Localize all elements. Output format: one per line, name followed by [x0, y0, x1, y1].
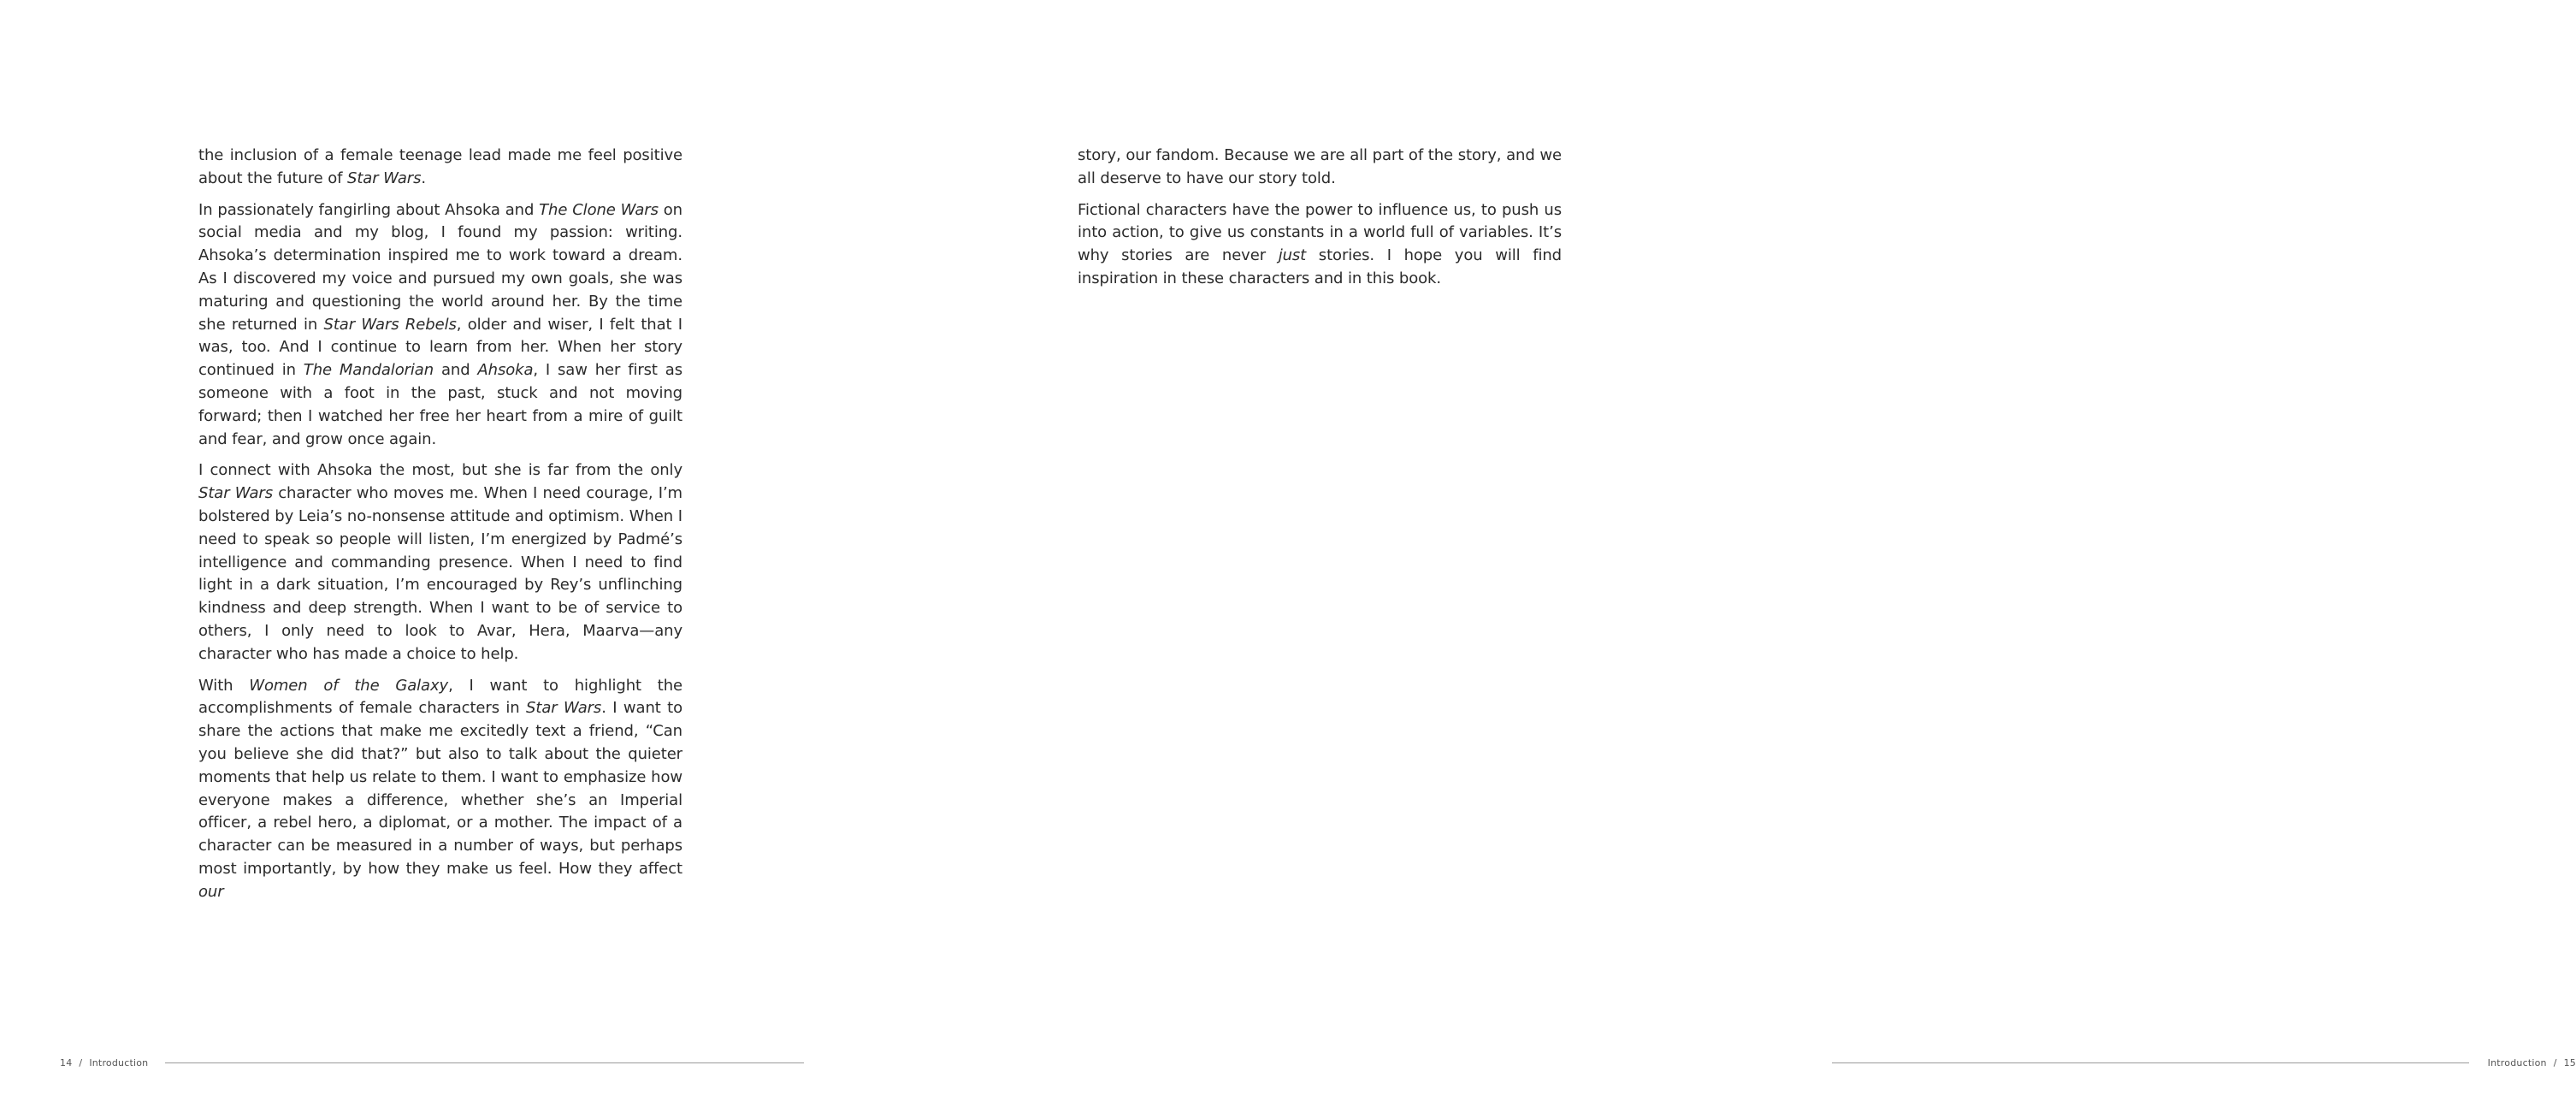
right-text-column — [1078, 145, 1562, 291]
italic-title-text: our — [198, 882, 224, 901]
paragraph-text: I connect with Ahsoka the most, but she is far from the only — [198, 461, 682, 480]
italic-title-text: Star Wars — [198, 484, 273, 503]
body-paragraph — [198, 675, 682, 904]
italic-title-text: just — [1278, 246, 1307, 265]
paragraph-text: , older and wiser, I felt that I was, too. And I continue to learn from her. When her story continued in — [198, 315, 683, 380]
paragraph-text: In passionately fangirling about Ahsoka and — [198, 200, 540, 219]
paragraph-text: , I want to highlight the accomplishments of female characters in — [198, 676, 682, 718]
italic-title-text: Ahsoka — [477, 361, 534, 380]
right-folio — [2488, 1057, 2576, 1068]
italic-title-text: The Mandalorian — [303, 361, 434, 380]
left-page-number: 14 — [60, 1057, 73, 1068]
left-section-title: Introduction — [89, 1057, 149, 1068]
italic-title-text: Women of the Galaxy — [249, 676, 449, 695]
italic-title-text: The Clone Wars — [539, 200, 659, 219]
paragraph-text: . I want to share the actions that make me excitedly text a friend, “Can you believe she did that?” but also to talk about the quieter moments that help us relate to them. I want to emphasize how everyone makes a difference, whether she’s an Imperial officer, a rebel hero, a diplomat, or a mother. The impact of a character can be measured in a number of ways, but perhaps most importantly, by how they make us feel. How they affect — [198, 699, 683, 878]
left-text-column — [198, 145, 682, 904]
left-footer-rule — [165, 1062, 804, 1063]
body-paragraph — [1078, 199, 1562, 291]
left-footer — [60, 1054, 804, 1071]
right-page — [876, 0, 2576, 1095]
body-paragraph — [198, 145, 682, 191]
right-page-number: 15 — [2563, 1057, 2576, 1068]
paragraph-text: stories. I hope you will find inspiration in these characters and in this book. — [1078, 246, 1562, 287]
paragraph-text: With — [198, 676, 250, 695]
paragraph-text: Fictional characters have the power to influence us, to push us into action, to give us constants in a world full of variables. It’s why stories are never — [1078, 200, 1562, 265]
paragraph-text: and — [434, 361, 478, 380]
paragraph-text: on social media and my blog, I found my passion: writing. Ahsoka’s determination inspired me to work toward a dream. As I discovered my voice and pursued my own goals, she was maturing and questioning the world around her. By the time she returned in — [198, 200, 682, 334]
italic-title-text: Star Wars — [347, 169, 422, 187]
paragraph-text: the inclusion of a female teenage lead made me feel positive about the future of — [198, 146, 682, 187]
body-paragraph — [198, 199, 682, 452]
left-folio — [60, 1057, 148, 1068]
right-footer — [1832, 1054, 2576, 1071]
body-paragraph — [198, 459, 682, 666]
paragraph-text: , I saw her first as someone with a foot in the past, stuck and not moving forward; then I watched her free her heart from a mire of guilt and fear, and grow once again. — [198, 361, 682, 448]
right-folio-separator: / — [2553, 1057, 2557, 1068]
left-page — [0, 0, 876, 1095]
paragraph-text: character who moves me. When I need courage, I’m bolstered by Leia’s no-nonsense attitude and optimism. When I need to speak so people will listen, I’m energized by Padmé’s intelligence and commanding presence. When I need to find light in a dark situation, I’m encouraged by Rey’s unflinching kindness and deep strength. When I want to be of service to others, I only need to look to Avar, Hera, Maarva—any character who has made a choice to help. — [198, 484, 682, 663]
italic-title-text: Star Wars — [526, 699, 602, 718]
right-footer-rule — [1832, 1062, 2469, 1063]
left-folio-separator: / — [79, 1057, 83, 1068]
right-section-title: Introduction — [2487, 1057, 2547, 1068]
paragraph-text: story, our fandom. Because we are all part of the story, and we all deserve to have our story told. — [1078, 146, 1562, 187]
body-paragraph — [1078, 145, 1562, 191]
italic-title-text: Star Wars Rebels — [323, 315, 457, 334]
paragraph-text: . — [421, 169, 426, 187]
